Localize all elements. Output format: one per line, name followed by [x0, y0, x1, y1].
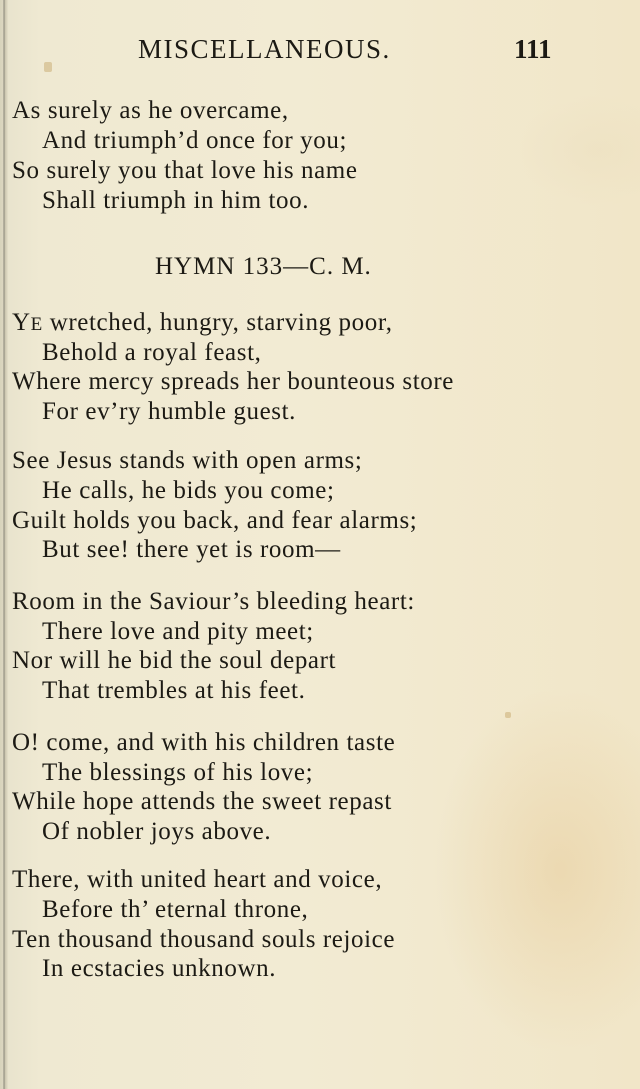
verse-line: In ecstacies unknown. [42, 955, 277, 982]
verse-line-first [12, 309, 393, 337]
small-caps: E [30, 314, 43, 335]
page-number: 111 [514, 34, 552, 64]
paper-stain [44, 62, 52, 72]
initial-capital: Y [12, 309, 31, 336]
verse-line: See Jesus stands with open arms; [12, 447, 363, 474]
first-line-rest: wretched, hungry, starving poor, [42, 309, 393, 336]
verse-line: Behold a royal feast, [42, 339, 262, 366]
running-head: MISCELLANEOUS. [138, 34, 391, 64]
page-header [0, 30, 640, 70]
verse-line: Room in the Saviour’s bleeding heart: [12, 588, 415, 615]
verse-line: There love and pity meet; [42, 618, 314, 645]
verse-line: He calls, he bids you come; [42, 477, 335, 504]
verse-line: But see! there yet is room— [42, 536, 341, 563]
verse-line: There, with united heart and voice, [12, 866, 383, 893]
hymn-title: HYMN 133—C. M. [155, 253, 372, 280]
verse-line: And triumph’d once for you; [42, 127, 348, 154]
verse-line: The blessings of his love; [42, 759, 314, 786]
verse-line: That trembles at his feet. [42, 677, 306, 704]
book-spine-edge [0, 0, 8, 1089]
verse-line: So surely you that love his name [12, 157, 358, 184]
verse-line: For ev’ry humble guest. [42, 398, 297, 425]
verse-line: Nor will he bid the soul depart [12, 647, 337, 674]
verse-line: O! come, and with his children taste [12, 729, 396, 756]
verse-line: Guilt holds you back, and fear alarms; [12, 507, 418, 534]
verse-line: Of nobler joys above. [42, 818, 272, 845]
verse-line: Before th’ eternal throne, [42, 896, 309, 923]
verse-line: While hope attends the sweet repast [12, 788, 392, 815]
verse-line: Ten thousand thousand souls rejoice [12, 926, 396, 953]
verse-line: Shall triumph in him too. [42, 187, 310, 214]
verse-line: Where mercy spreads her bounteous store [12, 368, 454, 395]
paper-stain [505, 712, 511, 718]
verse-line: As surely as he overcame, [12, 97, 289, 124]
